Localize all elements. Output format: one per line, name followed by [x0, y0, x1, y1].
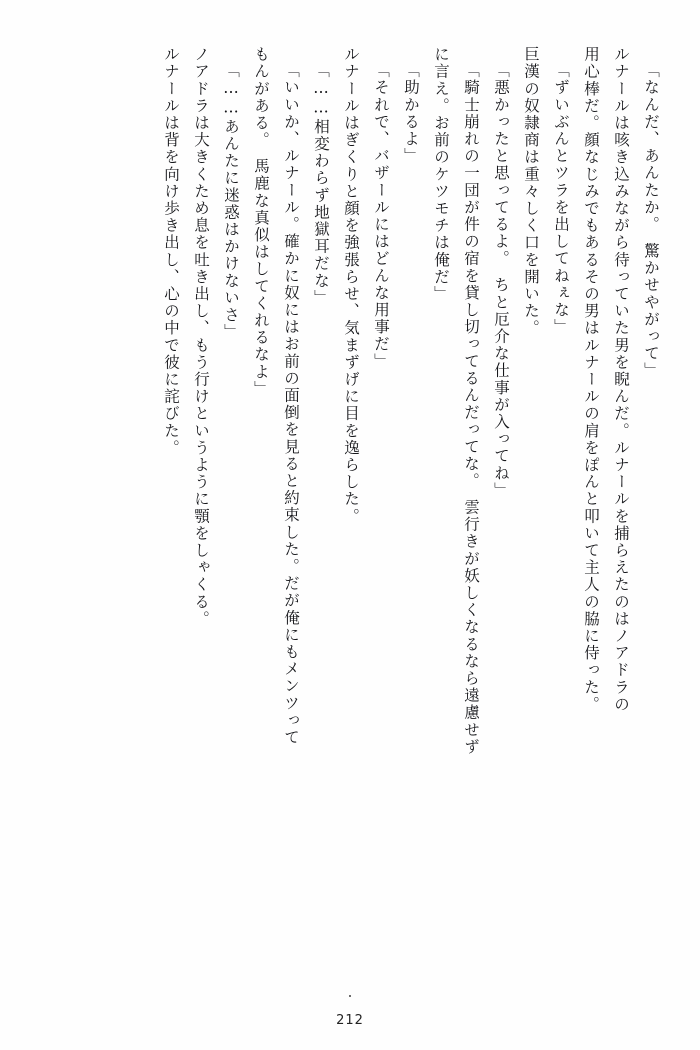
text-line: 巨漢の奴隷商は重々しく口を開いた。: [522, 46, 540, 337]
text-line: 用心棒だ。顔なじみでもあるその男はルナールの肩をぽんと叩いて主人の脇に侍った。: [582, 46, 600, 713]
footer-ornament: ・: [344, 990, 356, 1003]
text-line: 「……相変わらず地獄耳だな」: [312, 62, 330, 307]
text-line: 「それで、バザールにはどんな用事だ」: [372, 62, 390, 370]
vertical-text-body: [56, 46, 666, 976]
text-line: ノアドラは大きくため息を吐き出し、もう行けというように顎をしゃくる。: [192, 46, 210, 628]
text-line: 「なんだ、あんたか。 驚かせやがって」: [642, 62, 660, 380]
text-line: 「いいか、ルナール。確かに奴にはお前の面倒を見ると約束した。だが俺にもメンツって: [282, 62, 300, 746]
text-line: に言え。お前のケツモチは俺だ」: [432, 46, 450, 303]
text-line: ルナールはぎくりと顔を強張らせ、気まずげに目を逸らした。: [342, 46, 360, 525]
text-line: ルナールは咳き込みながら待っていた男を睨んだ。ルナールを捕らえたのはノアドラの: [612, 46, 630, 713]
text-line: 「騎士崩れの一団が件の宿を貸し切ってるんだってな。 雲行きが妖しくなるなら遠慮せず: [462, 62, 480, 756]
text-line: ルナールは背を向け歩き出し、心の中で彼に詫びた。: [162, 46, 180, 457]
text-line: 「……あんたに迷惑はかけないさ」: [222, 62, 240, 341]
text-line: 「ずいぶんとツラを出してねぇな」: [552, 62, 570, 336]
text-line: もんがある。 馬鹿な真似はしてくれるなよ」: [252, 46, 270, 398]
page-number: 212: [336, 1013, 364, 1028]
text-line: 「悪かったと思ってるよ。 ちと厄介な仕事が入ってね」: [492, 62, 510, 499]
text-line: 「助かるよ」: [402, 62, 420, 165]
